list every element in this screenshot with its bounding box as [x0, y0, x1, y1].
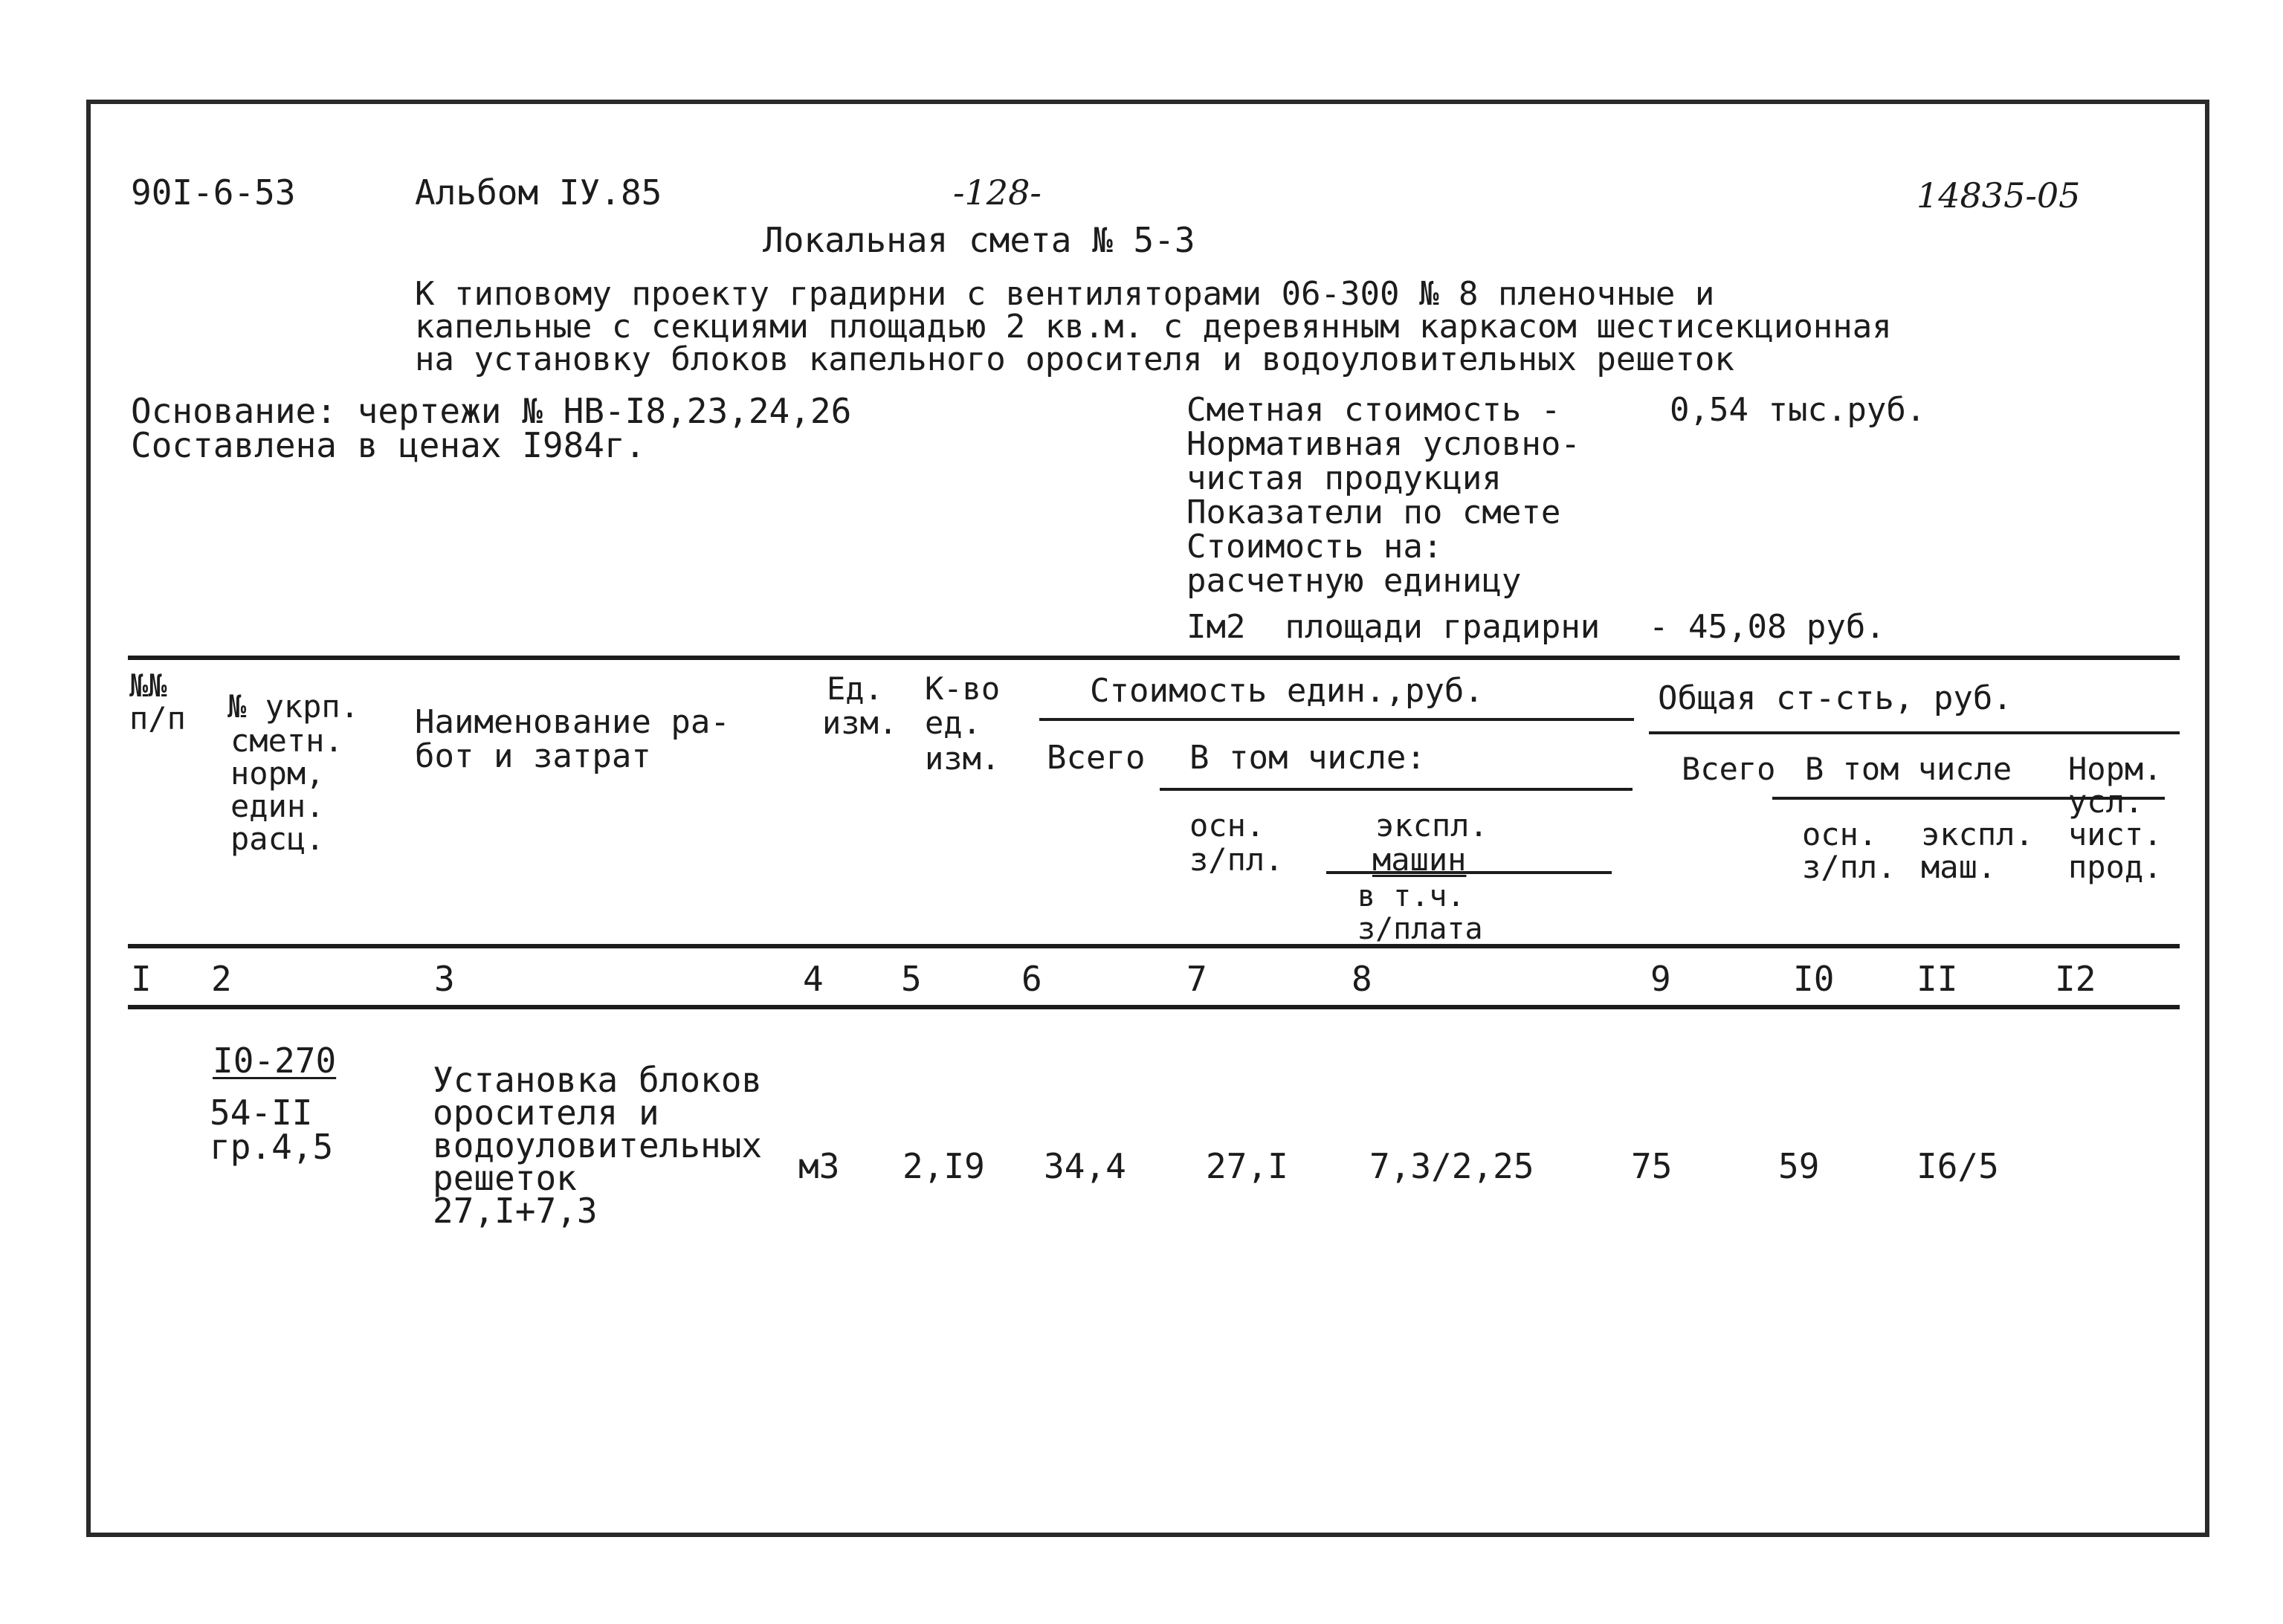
header-unit: изм. — [822, 705, 898, 741]
header-num: №№ — [129, 667, 167, 704]
page-number: -128- — [953, 172, 1042, 213]
header-total-incl: В том числе — [1805, 751, 2012, 787]
summary-line: Нормативная условно- — [1186, 425, 1580, 463]
header-code: № укрп. — [227, 688, 360, 725]
header-unit-cost-group: Стоимость един.,руб. — [1090, 672, 1484, 710]
column-number: 2 — [211, 959, 232, 999]
row-name: оросителя и — [433, 1093, 659, 1133]
row-name: Установка блоков — [433, 1060, 763, 1100]
row-code: I0-270 — [213, 1041, 337, 1081]
cost-value: 0,54 тыс.руб. — [1670, 391, 1926, 429]
rule-incl — [1160, 788, 1633, 791]
row-unit-osn: 27,I — [1206, 1146, 1288, 1186]
column-number: II — [1917, 959, 1958, 999]
header-bottom-rule — [128, 944, 2180, 948]
header-unit-mach: экспл. — [1375, 807, 1488, 844]
summary-line: Стоимость на: — [1186, 528, 1443, 566]
header-unit-osn: з/пл. — [1189, 841, 1284, 878]
table-top-rule — [128, 656, 2180, 660]
header-total-mach: маш. — [1921, 849, 1997, 885]
summary-line: чистая продукция — [1186, 459, 1502, 497]
basis-line: Составлена в ценах I984г. — [131, 425, 646, 465]
header-unit-osn: осн. — [1189, 807, 1265, 844]
description-line: на установку блоков капельного оросителя и водоуловительных решеток — [415, 340, 1734, 378]
header-code: сметн. — [230, 722, 343, 759]
page-title: Локальная смета № 5-3 — [763, 220, 1195, 260]
column-number: I2 — [2055, 959, 2096, 999]
header-norm: прод. — [2068, 849, 2163, 885]
header-total-osn: осн. — [1802, 816, 1878, 853]
row-total-osn: 59 — [1778, 1146, 1820, 1186]
row-name: водоуловительных — [433, 1125, 763, 1165]
header-unit-total: Всего — [1047, 739, 1146, 777]
header-name: Наименование ра- — [415, 703, 730, 741]
row-name: решеток — [433, 1158, 577, 1198]
row-total-all: 75 — [1631, 1146, 1673, 1186]
column-number: I0 — [1793, 959, 1835, 999]
rule-unit-cost — [1039, 718, 1634, 721]
row-name: 27,I+7,3 — [433, 1191, 598, 1231]
unit-label: Iм2 площади градирни — [1186, 608, 1601, 646]
description-line: капельные с секциями площадью 2 кв.м. с деревянным каркасом шестисекционная — [415, 308, 1892, 346]
column-number: 8 — [1352, 959, 1372, 999]
row-unit: м3 — [798, 1146, 840, 1186]
header-unit-mach: машин — [1372, 841, 1467, 878]
header-total-group: Общая ст-сть, руб. — [1658, 679, 2012, 717]
header-unit-incl: В том числе: — [1189, 739, 1426, 777]
header-qty: изм. — [925, 740, 1001, 777]
header-code: един. — [230, 788, 325, 824]
basis-line: Основание: чертежи № НВ-I8,23,24,26 — [131, 391, 852, 431]
header-code: норм, — [230, 755, 325, 792]
summary-line: Показатели по смете — [1186, 494, 1561, 531]
row-total-mach: I6/5 — [1917, 1146, 1999, 1186]
column-number: 3 — [434, 959, 455, 999]
unit-value: - 45,08 руб. — [1649, 608, 1885, 646]
row-unit-total: 34,4 — [1044, 1146, 1126, 1186]
row-qty: 2,I9 — [902, 1146, 985, 1186]
header-name: бот и затрат — [415, 737, 651, 775]
header-norm: усл. — [2068, 783, 2144, 820]
column-number: 6 — [1021, 959, 1042, 999]
column-numbers-rule — [128, 1005, 2180, 1009]
column-number: I — [131, 959, 152, 999]
header-num: п/п — [129, 700, 186, 737]
header-qty: ед. — [925, 705, 981, 741]
summary-line: расчетную единицу — [1186, 562, 1522, 600]
header-total-mach: экспл. — [1921, 816, 2034, 853]
header-unit-mach-sub: з/плата — [1357, 912, 1483, 946]
row-code: гр.4,5 — [210, 1127, 334, 1167]
header-total-osn: з/пл. — [1802, 849, 1896, 885]
column-number: 4 — [803, 959, 824, 999]
header-total-all: Всего — [1682, 751, 1776, 787]
column-number: 5 — [901, 959, 922, 999]
rule-mach — [1326, 871, 1612, 874]
column-number: 9 — [1650, 959, 1671, 999]
album-label: Альбом IУ.85 — [415, 172, 662, 213]
header-norm: Норм. — [2068, 751, 2163, 787]
rule-total — [1649, 731, 2180, 734]
description-line: К типовому проекту градирни с вентиляторами 06-300 № 8 пленочные и — [415, 275, 1715, 313]
header-unit-mach-sub: в т.ч. — [1357, 879, 1465, 913]
column-number: 7 — [1186, 959, 1207, 999]
header-unit: Ед. — [827, 670, 883, 707]
header-qty: К-во — [925, 670, 1001, 707]
doc-code: 90I-6-53 — [131, 172, 296, 213]
cost-label: Сметная стоимость - — [1186, 391, 1561, 429]
stamp-number: 14835-05 — [1917, 175, 2081, 216]
header-code: расц. — [230, 821, 325, 857]
header-norm: чист. — [2068, 816, 2163, 853]
row-code: 54-II — [210, 1093, 313, 1133]
row-unit-mach: 7,3/2,25 — [1369, 1146, 1534, 1186]
